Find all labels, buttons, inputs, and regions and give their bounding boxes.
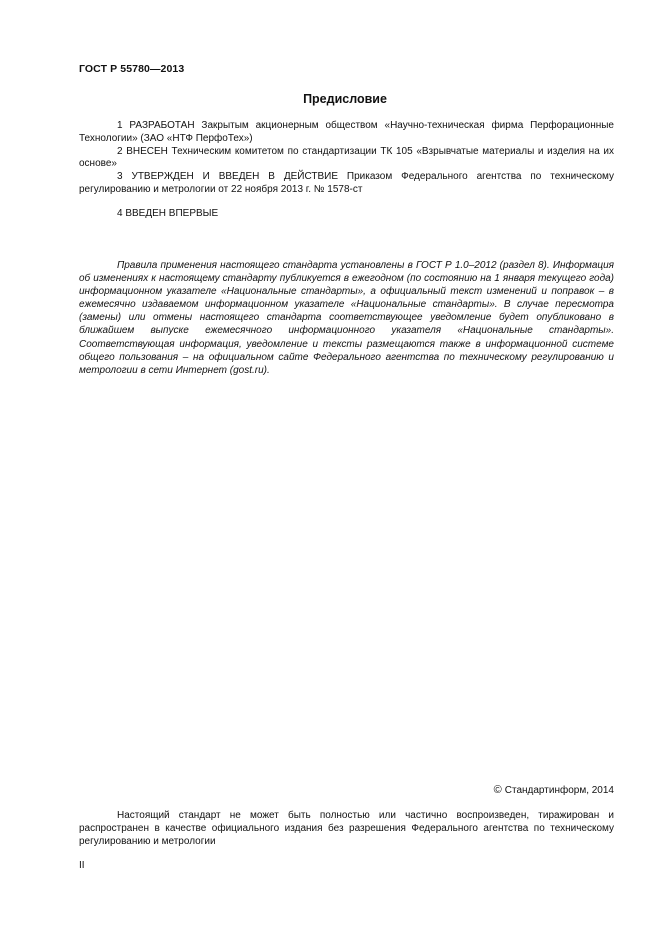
page-title: Предисловие — [303, 92, 387, 106]
foreword-item-approved: 3 УТВЕРЖДЕН И ВВЕДЕН В ДЕЙСТВИЕ Приказом Федерального агентства по техническому регулированию и метрологии от 22 ноября 2013 г. № 1578-ст — [79, 171, 614, 195]
standard-code: ГОСТ Р 55780—2013 — [79, 63, 185, 75]
footer-text: Настоящий стандарт не может быть полностью или частично воспроизведен, тиражирован и распространен в качестве официального издания без разрешения Федерального агентства по техническому регулированию и метрологии — [79, 810, 614, 847]
notice-block — [79, 259, 614, 377]
copyright-text: Стандартинформ, 2014 — [504, 785, 614, 796]
foreword-item-first-introduced-block — [79, 208, 614, 221]
copyright-icon: © — [493, 784, 502, 796]
foreword-item-developed: 1 РАЗРАБОТАН Закрытым акционерным обществом «Научно-техническая фирма Перфорационные Технологии» (ЗАО «НТФ ПерфоТех») — [79, 120, 614, 144]
foreword-items — [79, 120, 614, 197]
notice-text: Правила применения настоящего стандарта установлены в ГОСТ Р 1.0–2012 (раздел 8). Информация об изменениях к настоящему стандарту публикуется в ежегодном (по состоянию на 1 января текущего года) информационном указателе «Национальные стандарты», а официальный текст изменений и поправок – в ежемесячно издаваемом информационном указателе «Национальные стандарты». В случае пересмотра (замены) или отмены настоящего стандарта соответствующее уведомление будет опубликовано в ближайшем выпуске ежемесячного информационного указателя «Национальные стандарты». Соответствующая информация, уведомление и тексты размещаются также в информационной системе общего пользования – на официальном сайте Федерального агентства по техническому регулированию и метрологии в сети Интернет (gost.ru). — [79, 260, 614, 376]
foreword-item-first-introduced: 4 ВВЕДЕН ВПЕРВЫЕ — [117, 208, 219, 219]
page-number: II — [79, 860, 85, 871]
footer-block — [79, 810, 614, 848]
copyright — [494, 784, 614, 796]
foreword-item-introduced: 2 ВНЕСЕН Техническим комитетом по стандартизации ТК 105 «Взрывчатые материалы и изделия на их основе» — [79, 145, 614, 170]
